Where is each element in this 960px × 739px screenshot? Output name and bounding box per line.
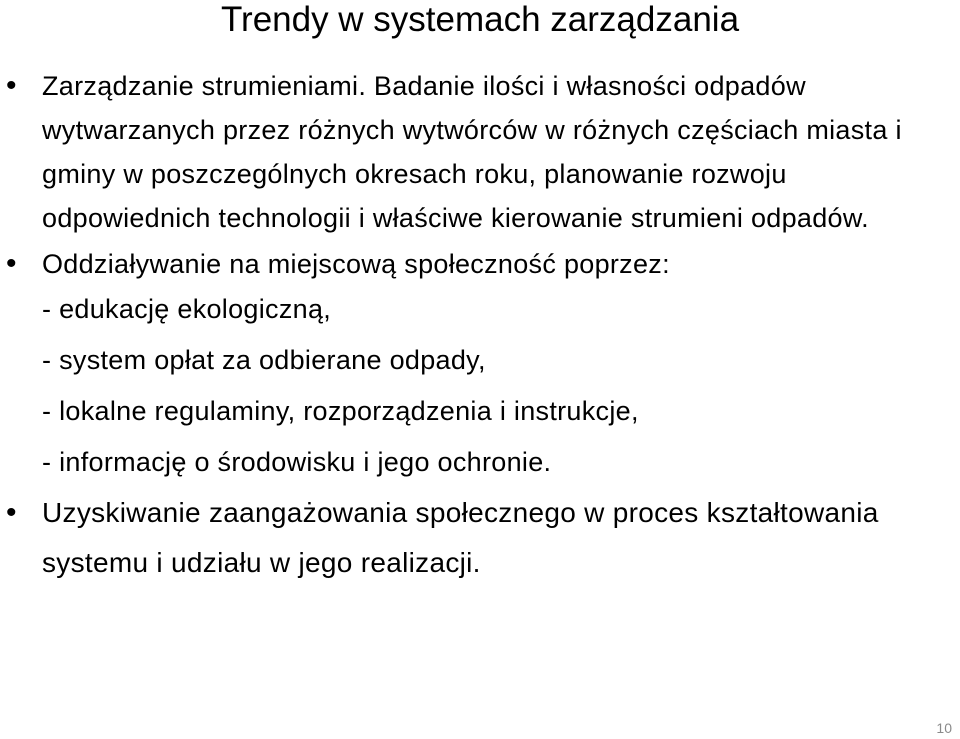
slide-content [42, 64, 952, 588]
page-number: 10 [936, 720, 952, 736]
bullet-community-influence: • Oddziaływanie na miejscową społeczność poprzez: [42, 244, 952, 284]
list-item: - informację o środowisku i jego ochronie. [42, 447, 552, 477]
slide-title: Trendy w systemach zarządzania [220, 0, 740, 39]
bullet-stream-management: • Zarządzanie strumieniami. Badanie ilości i własności odpadów wytwarzanych przez różnych wytwórców w różnych częściach miasta i gminy w poszczególnych okresach roku, planowanie rozwoju odpowiednich technologii i właściwe kierowanie strumieni odpadów. [42, 64, 952, 240]
bullet-social-engagement: • Uzyskiwanie zaangażowania społecznego w proces kształtowania systemu i udziału w jego realizacji. [42, 488, 952, 588]
community-influence-list [42, 284, 952, 488]
list-item: - system opłat za odbierane odpady, [42, 345, 486, 375]
list-item: - edukację ekologiczną, [42, 294, 332, 324]
list-item: - lokalne regulaminy, rozporządzenia i instrukcje, [42, 396, 639, 426]
